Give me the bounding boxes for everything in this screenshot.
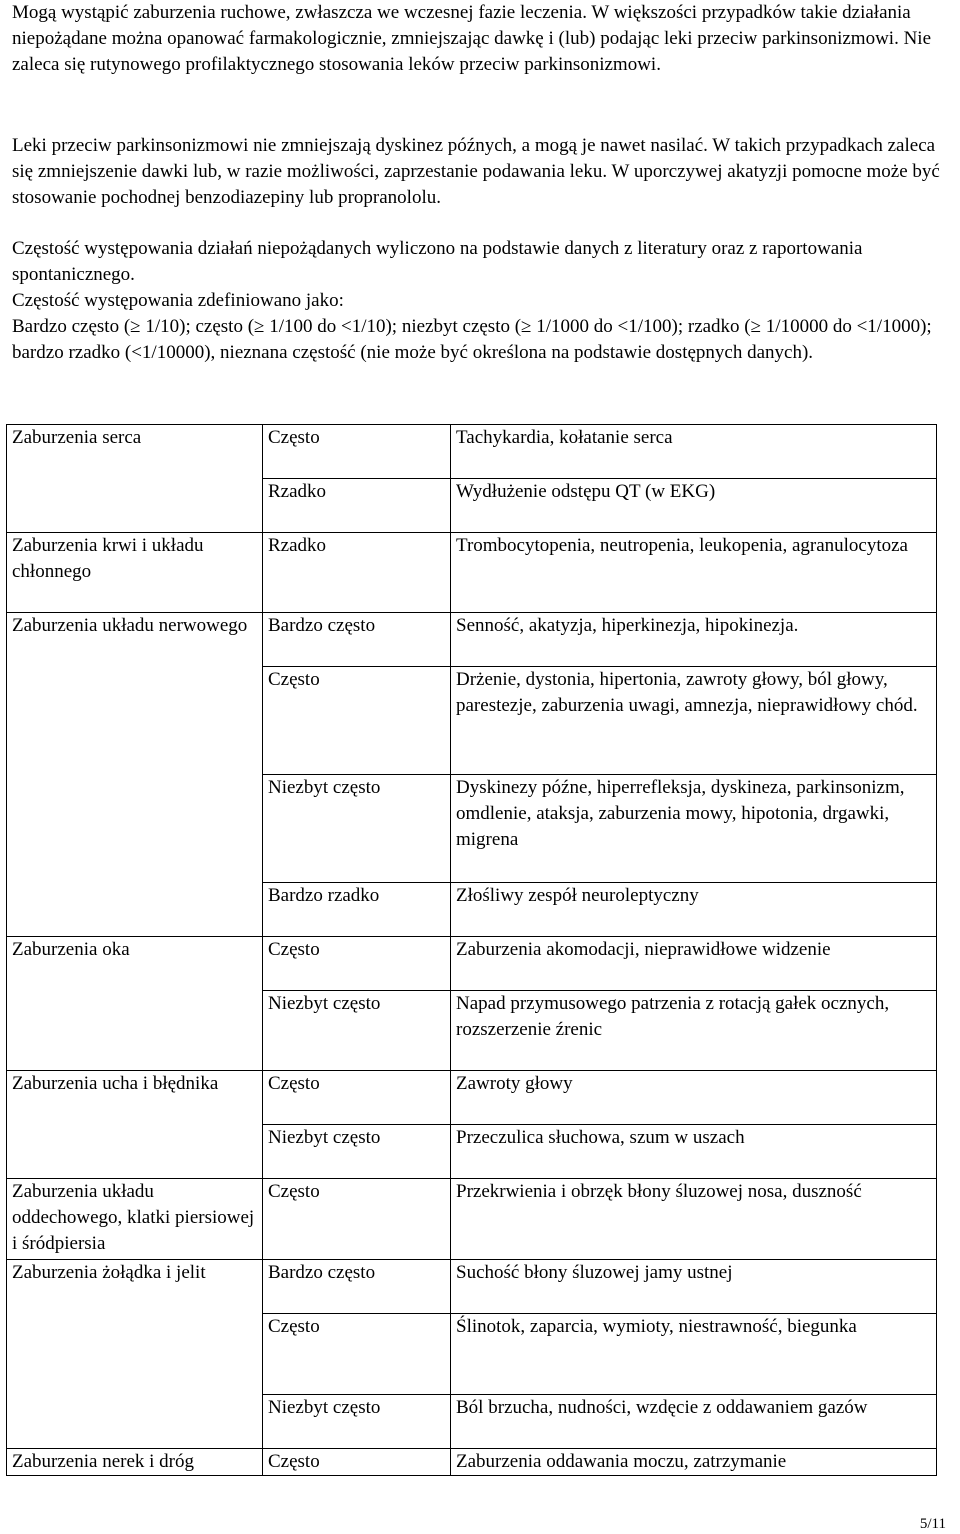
frequency-categories-text: Bardzo często (≥ 1/10); często (≥ 1/100 do <1/10); niezbyt często (≥ 1/1000 do <1/100); rzadko (≥ 1/10000 do <1/1000); bardzo rzadko (<1/10000), nieznana częstość (nie może być określona na podstawie dostępnych danych).	[12, 316, 932, 363]
table-row	[7, 1260, 937, 1314]
organ-class-cell: Zaburzenia oka	[7, 937, 263, 1071]
organ-class-cell: Zaburzenia serca	[7, 425, 263, 533]
effect-cell: Ślinotok, zaparcia, wymioty, niestrawność, biegunka	[451, 1314, 937, 1395]
effect-cell: Zaburzenia akomodacji, nieprawidłowe widzenie	[451, 937, 937, 991]
frequency-cell: Bardzo rzadko	[263, 883, 451, 937]
frequency-definition	[12, 236, 942, 366]
page-number: 5/11	[919, 1516, 946, 1532]
table-row	[7, 1071, 937, 1125]
frequency-cell: Niezbyt często	[263, 1125, 451, 1179]
organ-class-cell: Zaburzenia żołądka i jelit	[7, 1260, 263, 1449]
frequency-cell: Niezbyt często	[263, 1395, 451, 1449]
frequency-definition-heading: Częstość występowania zdefiniowano jako:	[12, 290, 344, 311]
frequency-cell: Często	[263, 425, 451, 479]
frequency-cell: Często	[263, 937, 451, 991]
adverse-effects-table	[6, 424, 937, 1476]
table-row	[7, 613, 937, 667]
frequency-cell: Bardzo często	[263, 1260, 451, 1314]
effect-cell: Przeczulica słuchowa, szum w uszach	[451, 1125, 937, 1179]
organ-class-cell: Zaburzenia krwi i układu chłonnego	[7, 533, 263, 613]
effect-cell: Tachykardia, kołatanie serca	[451, 425, 937, 479]
frequency-cell: Rzadko	[263, 533, 451, 613]
effect-cell: Suchość błony śluzowej jamy ustnej	[451, 1260, 937, 1314]
effect-cell: Senność, akatyzja, hiperkinezja, hipokinezja.	[451, 613, 937, 667]
frequency-cell: Często	[263, 1071, 451, 1125]
effect-cell: Drżenie, dystonia, hipertonia, zawroty głowy, ból głowy, parestezje, zaburzenia uwagi, amnezja, nieprawidłowy chód.	[451, 667, 937, 775]
table-row	[7, 1179, 937, 1260]
frequency-cell: Rzadko	[263, 479, 451, 533]
organ-class-cell: Zaburzenia układu oddechowego, klatki piersiowej i śródpiersia	[7, 1179, 263, 1260]
organ-class-cell: Zaburzenia ucha i błędnika	[7, 1071, 263, 1179]
effect-cell: Wydłużenie odstępu QT (w EKG)	[451, 479, 937, 533]
effect-cell: Dyskinezy późne, hiperrefleksja, dyskineza, parkinsonizm, omdlenie, ataksja, zaburzenia mowy, hipotonia, drgawki, migrena	[451, 775, 937, 883]
effect-cell: Zawroty głowy	[451, 1071, 937, 1125]
frequency-cell: Bardzo często	[263, 613, 451, 667]
intro-paragraph-2: Leki przeciw parkinsonizmowi nie zmniejszają dyskinez późnych, a mogą je nawet nasilać. W takich przypadkach zaleca się zmniejszenie dawki lub, w razie możliwości, zaprzestanie podawania leku. W uporczywej akatyzji pomocne może być stosowanie pochodnej benzodiazepiny lub propranololu.	[12, 135, 940, 208]
table-row	[7, 1449, 937, 1476]
effect-cell: Zaburzenia oddawania moczu, zatrzymanie	[451, 1449, 937, 1476]
organ-class-cell: Zaburzenia układu nerwowego	[7, 613, 263, 937]
frequency-cell: Często	[263, 1449, 451, 1476]
frequency-cell: Często	[263, 667, 451, 775]
organ-class-cell: Zaburzenia nerek i dróg	[7, 1449, 263, 1476]
frequency-cell: Często	[263, 1314, 451, 1395]
effect-cell: Trombocytopenia, neutropenia, leukopenia, agranulocytoza	[451, 533, 937, 613]
table-row	[7, 533, 937, 613]
table-row	[7, 425, 937, 479]
frequency-cell: Niezbyt często	[263, 775, 451, 883]
frequency-cell: Niezbyt często	[263, 991, 451, 1071]
effect-cell: Napad przymusowego patrzenia z rotacją gałek ocznych, rozszerzenie źrenic	[451, 991, 937, 1071]
effect-cell: Przekrwienia i obrzęk błony śluzowej nosa, duszność	[451, 1179, 937, 1260]
frequency-cell: Często	[263, 1179, 451, 1260]
effect-cell: Złośliwy zespół neuroleptyczny	[451, 883, 937, 937]
table-row	[7, 937, 937, 991]
intro-paragraph-1: Mogą wystąpić zaburzenia ruchowe, zwłaszcza we wczesnej fazie leczenia. W większości przypadków takie działania niepożądane można opanować farmakologicznie, zmniejszając dawkę i (lub) podając leki przeciw parkinsonizmowi. Nie zaleca się rutynowego profilaktycznego stosowania leków przeciw parkinsonizmowi.	[12, 2, 932, 75]
effect-cell: Ból brzucha, nudności, wzdęcie z oddawaniem gazów	[451, 1395, 937, 1449]
frequency-source-text: Częstość występowania działań niepożądanych wyliczono na podstawie danych z literatury oraz z raportowania spontanicznego.	[12, 238, 863, 285]
